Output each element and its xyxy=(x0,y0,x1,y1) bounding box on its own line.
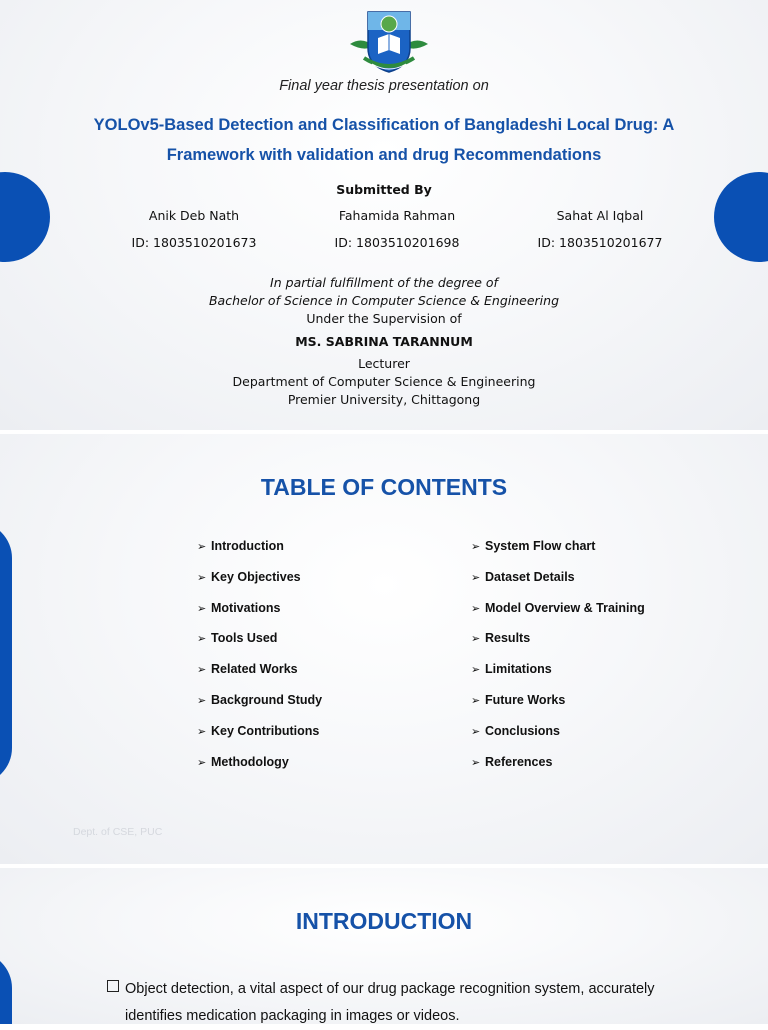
toc-item xyxy=(197,724,319,738)
arrow-bullet-icon: ➢ xyxy=(197,664,207,677)
toc-item xyxy=(197,601,280,615)
introduction-bullet-1 xyxy=(125,976,705,1030)
arrow-bullet-icon: ➢ xyxy=(197,725,207,738)
toc-item xyxy=(471,693,565,707)
left-tab-decoration xyxy=(0,952,12,1024)
toc-item xyxy=(197,693,322,707)
toc-item xyxy=(197,570,301,584)
arrow-bullet-icon: ➢ xyxy=(471,725,481,738)
toc-title: TABLE OF CONTENTS xyxy=(260,474,508,500)
left-tab-decoration xyxy=(0,522,12,784)
supervision-line: Under the Supervision of xyxy=(306,311,462,326)
university-name: Premier University, Chittagong xyxy=(287,392,481,407)
toc-item xyxy=(197,755,289,769)
toc-item-label: Motivations xyxy=(211,600,281,615)
toc-item-label: Introduction xyxy=(211,539,284,553)
toc-item-label: Related Works xyxy=(211,662,298,677)
toc-item-label: Conclusions xyxy=(485,723,561,738)
toc-item xyxy=(471,662,552,676)
arrow-bullet-icon: ➢ xyxy=(197,571,207,584)
arrow-bullet-icon: ➢ xyxy=(471,664,481,677)
thesis-title xyxy=(0,110,768,170)
arrow-bullet-icon: ➢ xyxy=(471,571,481,584)
toc-item-label: Future Works xyxy=(485,693,566,707)
arrow-bullet-icon: ➢ xyxy=(471,695,481,707)
toc-item xyxy=(471,601,645,615)
toc-item-label: Dataset Details xyxy=(485,569,575,584)
toc-item-label: Tools Used xyxy=(211,631,278,646)
toc-item xyxy=(471,631,530,645)
slide-footer: Dept. of CSE, PUC xyxy=(73,826,163,838)
toc-item xyxy=(471,570,575,584)
toc-item xyxy=(471,539,595,553)
toc-item-label: References xyxy=(485,754,553,769)
university-seal-icon xyxy=(344,8,434,78)
toc-item xyxy=(197,539,284,553)
supervisor-name: MS. SABRINA TARANNUM xyxy=(295,334,473,349)
presentation-subtitle: Final year thesis presentation on xyxy=(279,78,489,94)
toc-item xyxy=(471,724,560,738)
toc-item-label: Model Overview & Training xyxy=(485,600,645,615)
arrow-bullet-icon: ➢ xyxy=(471,602,481,615)
toc-item-label: Background Study xyxy=(211,693,323,707)
title-slide xyxy=(0,0,768,430)
toc-item-label: Key Contributions xyxy=(211,723,320,738)
toc-item xyxy=(471,755,552,769)
toc-item-label: Key Objectives xyxy=(211,569,301,584)
arrow-bullet-icon: ➢ xyxy=(197,633,207,646)
author-2-id: ID: 1803510201698 xyxy=(334,235,460,250)
arrow-bullet-icon: ➢ xyxy=(197,695,207,707)
toc-item-label: System Flow chart xyxy=(485,539,596,553)
arrow-bullet-icon: ➢ xyxy=(471,633,481,646)
author-1-id: ID: 1803510201673 xyxy=(131,235,257,250)
author-3-name: Sahat Al Iqbal xyxy=(556,208,644,223)
thesis-title-line-1: YOLOv5-Based Detection and Classification of Bangladeshi Local Drug: A xyxy=(93,116,675,134)
toc-item-label: Methodology xyxy=(211,754,289,769)
toc-item-label: Limitations xyxy=(485,662,552,677)
arrow-bullet-icon: ➢ xyxy=(197,756,207,769)
arrow-bullet-icon: ➢ xyxy=(471,756,481,769)
arrow-bullet-icon: ➢ xyxy=(197,541,207,553)
supervisor-position: Lecturer xyxy=(358,356,410,371)
author-1-name: Anik Deb Nath xyxy=(148,208,240,223)
toc-item xyxy=(197,631,277,645)
author-2-name: Fahamida Rahman xyxy=(338,208,456,223)
fulfillment-line-2: Bachelor of Science in Computer Science & Engineering xyxy=(208,293,560,308)
toc-item-label: Results xyxy=(485,631,531,646)
toc-item xyxy=(197,662,298,676)
submitted-by-heading: Submitted By xyxy=(336,182,432,197)
thesis-title-line-2: Framework with validation and drug Recommendations xyxy=(166,146,602,164)
bullet-1-line-2: identifies medication packaging in images or videos. xyxy=(125,1008,460,1024)
author-3-id: ID: 1803510201677 xyxy=(537,235,663,250)
arrow-bullet-icon: ➢ xyxy=(471,541,481,553)
checkbox-bullet-icon xyxy=(107,980,119,992)
department-name: Department of Computer Science & Engineering xyxy=(232,374,536,389)
introduction-title: INTRODUCTION xyxy=(295,908,473,934)
arrow-bullet-icon: ➢ xyxy=(197,602,207,615)
bullet-1-line-1: Object detection, a vital aspect of our drug package recognition system, accurately xyxy=(125,981,655,997)
fulfillment-line-1: In partial fulfillment of the degree of xyxy=(270,275,498,290)
